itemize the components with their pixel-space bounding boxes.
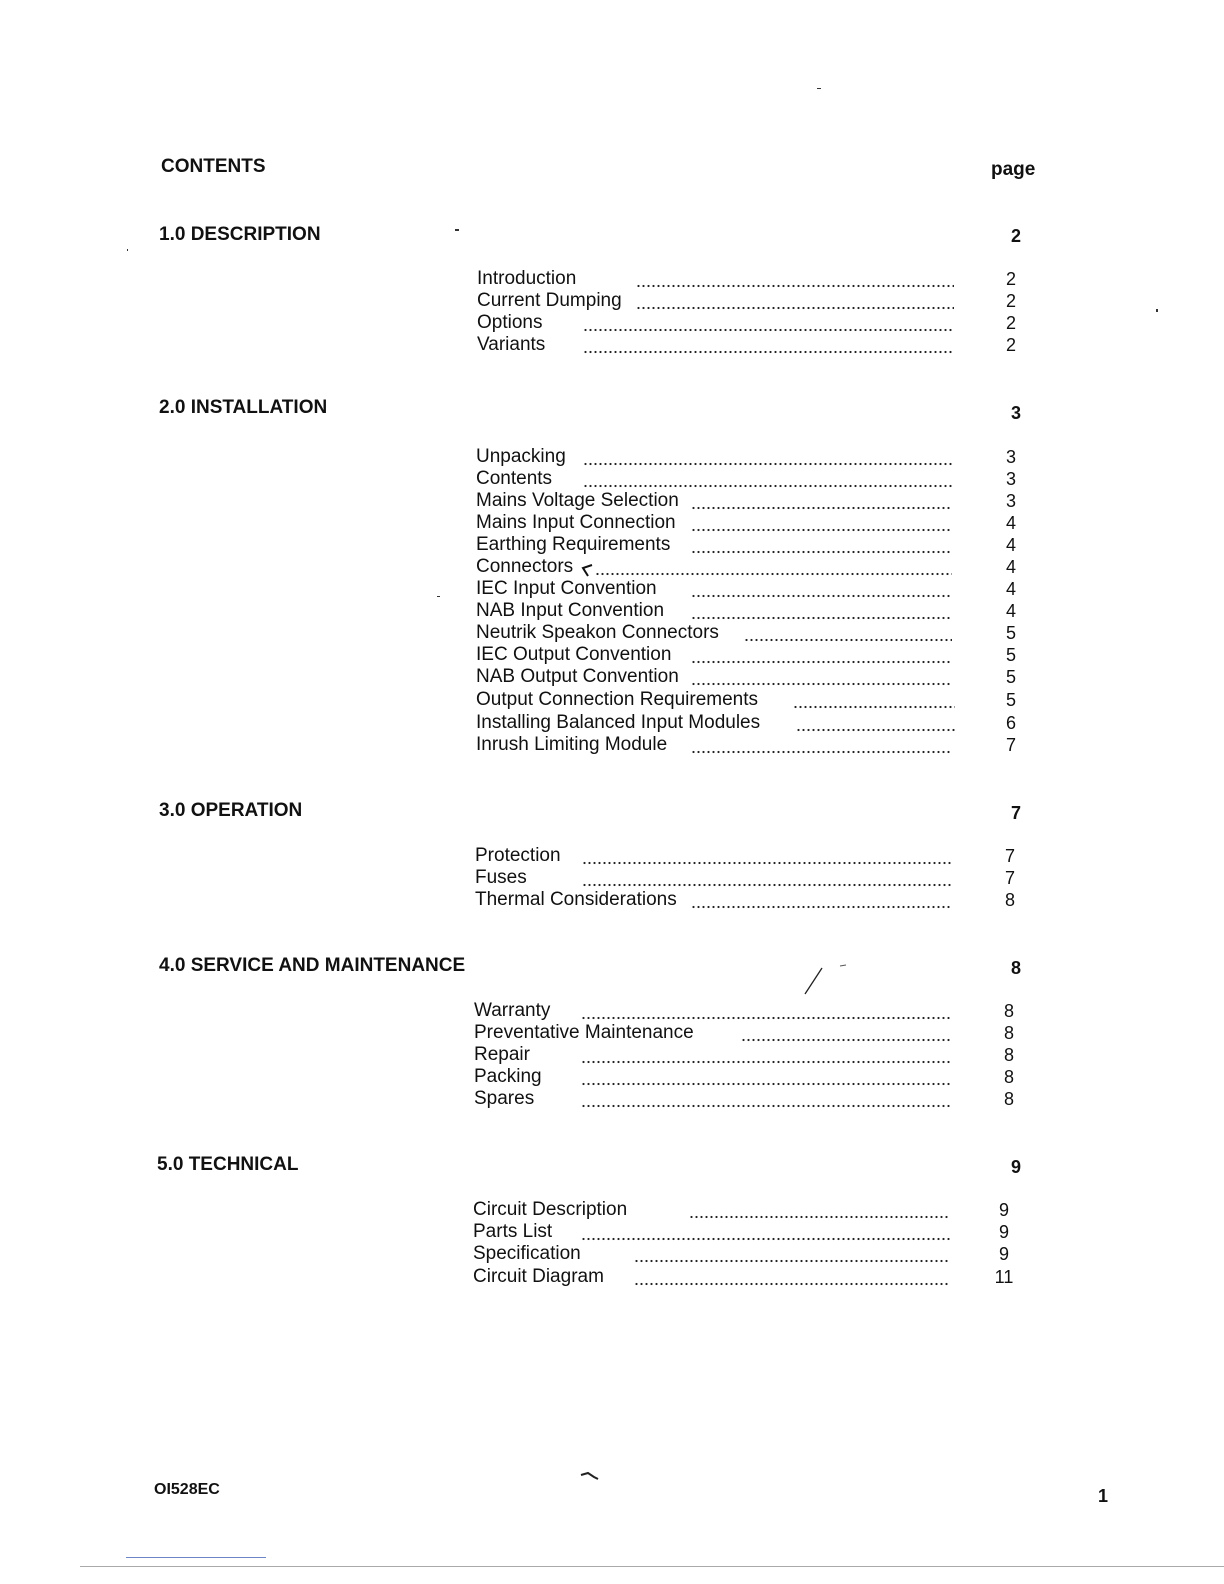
toc-entry bbox=[0, 734, 1224, 756]
dot-leader bbox=[691, 578, 952, 600]
dot-leader bbox=[582, 867, 952, 889]
toc-entry bbox=[0, 1243, 1224, 1265]
toc-entry-page: 2 bbox=[1005, 313, 1016, 333]
toc-entry-title: Circuit Diagram bbox=[473, 1266, 604, 1287]
dot-leader bbox=[691, 600, 952, 622]
toc-entry-title: IEC Output Convention bbox=[476, 644, 672, 665]
toc-entry-page: 8 bbox=[1004, 890, 1015, 910]
dot-leader bbox=[691, 889, 951, 911]
toc-entry bbox=[0, 490, 1224, 512]
toc-entry-title: Earthing Requirements bbox=[476, 534, 671, 555]
toc-entry bbox=[0, 666, 1224, 688]
dot-leader bbox=[582, 845, 952, 867]
dot-leader bbox=[581, 1044, 952, 1066]
toc-entry-page: 7 bbox=[1004, 868, 1015, 888]
toc-entry-page: 7 bbox=[1005, 735, 1016, 755]
dot-leader bbox=[689, 1199, 950, 1221]
toc-entry bbox=[0, 1066, 1224, 1088]
toc-entry bbox=[0, 644, 1224, 666]
toc-entry-title: Variants bbox=[477, 334, 546, 355]
section-title-operation: 3.0 OPERATION bbox=[159, 800, 303, 821]
dot-leader bbox=[634, 1266, 950, 1288]
document-code: OI528EC bbox=[154, 1481, 220, 1498]
toc-entry bbox=[0, 1000, 1224, 1022]
toc-entry bbox=[0, 889, 1224, 911]
toc-entry-page: 9 bbox=[998, 1222, 1009, 1242]
dot-leader bbox=[691, 512, 952, 534]
section-page-service: 8 bbox=[1010, 958, 1021, 978]
toc-entry bbox=[0, 578, 1224, 600]
toc-entry-title: Specification bbox=[473, 1243, 581, 1264]
toc-entry bbox=[0, 468, 1224, 490]
toc-entry bbox=[0, 845, 1224, 867]
scan-mark-icon bbox=[580, 1470, 600, 1482]
toc-entry bbox=[0, 712, 1224, 734]
speck bbox=[1156, 309, 1158, 312]
dot-leader bbox=[581, 1066, 952, 1088]
toc-entry-page: 2 bbox=[1005, 291, 1016, 311]
toc-entry-page: 8 bbox=[1003, 1045, 1014, 1065]
toc-entry-title: Introduction bbox=[477, 268, 577, 289]
toc-entry bbox=[0, 1266, 1224, 1288]
dot-leader bbox=[583, 312, 954, 334]
toc-entry-title: Options bbox=[477, 312, 543, 333]
toc-entry-title: Thermal Considerations bbox=[475, 889, 677, 910]
toc-entry-page: 4 bbox=[1005, 513, 1016, 533]
section-title-technical: 5.0 TECHNICAL bbox=[157, 1154, 299, 1175]
dot-leader bbox=[581, 1221, 950, 1243]
toc-entry-page: 4 bbox=[1005, 601, 1016, 621]
toc-entry-page: 2 bbox=[1005, 269, 1016, 289]
toc-entry-page: 8 bbox=[1003, 1089, 1014, 1109]
toc-entry-page: 6 bbox=[1005, 713, 1016, 733]
section-title-installation: 2.0 INSTALLATION bbox=[159, 397, 328, 418]
dot-leader bbox=[595, 556, 952, 578]
toc-entry-page: 9 bbox=[998, 1244, 1009, 1264]
toc-entry-title: Output Connection Requirements bbox=[476, 689, 758, 710]
dot-leader bbox=[691, 534, 952, 556]
toc-entry-title: Contents bbox=[476, 468, 553, 489]
speck bbox=[127, 249, 128, 251]
toc-entry-page: 8 bbox=[1003, 1067, 1014, 1087]
toc-entry-page: 8 bbox=[1003, 1023, 1014, 1043]
toc-entry bbox=[0, 1088, 1224, 1110]
dot-leader bbox=[581, 1088, 952, 1110]
toc-entry-title: Preventative Maintenance bbox=[474, 1022, 694, 1043]
footer-blue-line bbox=[126, 1557, 266, 1558]
dot-leader bbox=[691, 734, 952, 756]
toc-entry-title: Circuit Description bbox=[473, 1199, 628, 1220]
toc-entry bbox=[0, 1199, 1224, 1221]
toc-entry bbox=[0, 290, 1224, 312]
toc-entry-title: NAB Output Convention bbox=[476, 666, 679, 687]
dot-leader bbox=[583, 468, 954, 490]
toc-entry bbox=[0, 268, 1224, 290]
dot-leader bbox=[691, 666, 952, 688]
toc-entry-title: Inrush Limiting Module bbox=[476, 734, 668, 755]
page-number: 1 bbox=[1098, 1486, 1109, 1506]
toc-entry-title: Repair bbox=[474, 1044, 530, 1065]
toc-entry-title: Connectors bbox=[476, 556, 574, 577]
toc-entry-title: Packing bbox=[474, 1066, 542, 1087]
section-page-installation: 3 bbox=[1010, 403, 1021, 423]
contents-heading: CONTENTS bbox=[161, 156, 266, 177]
toc-entry-title: Installing Balanced Input Modules bbox=[476, 712, 761, 733]
toc-entry bbox=[0, 689, 1224, 711]
toc-entry-page: 11 bbox=[994, 1267, 1014, 1287]
dot-leader bbox=[741, 1022, 951, 1044]
toc-entry-title: Current Dumping bbox=[477, 290, 622, 311]
toc-entry-title: IEC Input Convention bbox=[476, 578, 657, 599]
dot-leader bbox=[636, 290, 954, 312]
section-page-operation: 7 bbox=[1010, 803, 1021, 823]
page-column-heading: page bbox=[991, 159, 1036, 180]
dot-leader bbox=[691, 490, 952, 512]
toc-entry-page: 5 bbox=[1005, 623, 1016, 643]
toc-entry-page: 8 bbox=[1003, 1001, 1014, 1021]
toc-entry-page: 4 bbox=[1005, 579, 1016, 599]
toc-entry-title: Protection bbox=[475, 845, 561, 866]
toc-entry-page: 5 bbox=[1005, 690, 1016, 710]
toc-entry bbox=[0, 534, 1224, 556]
toc-entry-page: 3 bbox=[1005, 491, 1016, 511]
toc-entry-page: 7 bbox=[1004, 846, 1015, 866]
dot-leader bbox=[691, 644, 952, 666]
toc-entry-page: 9 bbox=[998, 1200, 1009, 1220]
speck bbox=[817, 88, 821, 89]
section-title-service: 4.0 SERVICE AND MAINTENANCE bbox=[159, 955, 466, 976]
toc-entry-title: Spares bbox=[474, 1088, 535, 1109]
toc-entry bbox=[0, 334, 1224, 356]
dot-leader bbox=[793, 689, 955, 711]
pen-mark-icon bbox=[800, 962, 850, 998]
toc-entry-page: 4 bbox=[1005, 535, 1016, 555]
toc-entry-page: 3 bbox=[1005, 469, 1016, 489]
cursor-mark-icon bbox=[578, 562, 596, 578]
toc-entry-title: Fuses bbox=[475, 867, 527, 888]
dot-leader bbox=[583, 446, 954, 468]
section-page-technical: 9 bbox=[1010, 1157, 1021, 1177]
section-title-description: 1.0 DESCRIPTION bbox=[159, 224, 321, 245]
toc-entry bbox=[0, 1044, 1224, 1066]
toc-entry-page: 2 bbox=[1005, 335, 1016, 355]
toc-entry bbox=[0, 556, 1224, 578]
dot-leader bbox=[796, 712, 955, 734]
speck bbox=[437, 596, 440, 597]
dot-leader bbox=[583, 334, 954, 356]
toc-entry-title: Neutrik Speakon Connectors bbox=[476, 622, 719, 643]
dot-leader bbox=[634, 1243, 950, 1265]
toc-entry bbox=[0, 446, 1224, 468]
toc-entry-title: Mains Voltage Selection bbox=[476, 490, 679, 511]
toc-entry bbox=[0, 512, 1224, 534]
toc-entry-title: Warranty bbox=[474, 1000, 551, 1021]
toc-entry-page: 5 bbox=[1005, 645, 1016, 665]
toc-entry bbox=[0, 867, 1224, 889]
toc-entry bbox=[0, 600, 1224, 622]
toc-entry-page: 3 bbox=[1005, 447, 1016, 467]
toc-entry-title: NAB Input Convention bbox=[476, 600, 665, 621]
dot-leader bbox=[581, 1000, 952, 1022]
toc-entry bbox=[0, 1022, 1224, 1044]
toc-entry bbox=[0, 1221, 1224, 1243]
toc-entry bbox=[0, 312, 1224, 334]
dot-leader bbox=[636, 268, 954, 290]
toc-entry-page: 5 bbox=[1005, 667, 1016, 687]
section-page-description: 2 bbox=[1010, 226, 1021, 246]
toc-entry-page: 4 bbox=[1005, 557, 1016, 577]
toc-entry-title: Parts List bbox=[473, 1221, 553, 1242]
toc-entry-title: Mains Input Connection bbox=[476, 512, 676, 533]
footer-rule bbox=[80, 1566, 1224, 1567]
dot-leader bbox=[744, 622, 952, 644]
speck bbox=[455, 229, 459, 231]
toc-entry-title: Unpacking bbox=[476, 446, 566, 467]
toc-entry bbox=[0, 622, 1224, 644]
